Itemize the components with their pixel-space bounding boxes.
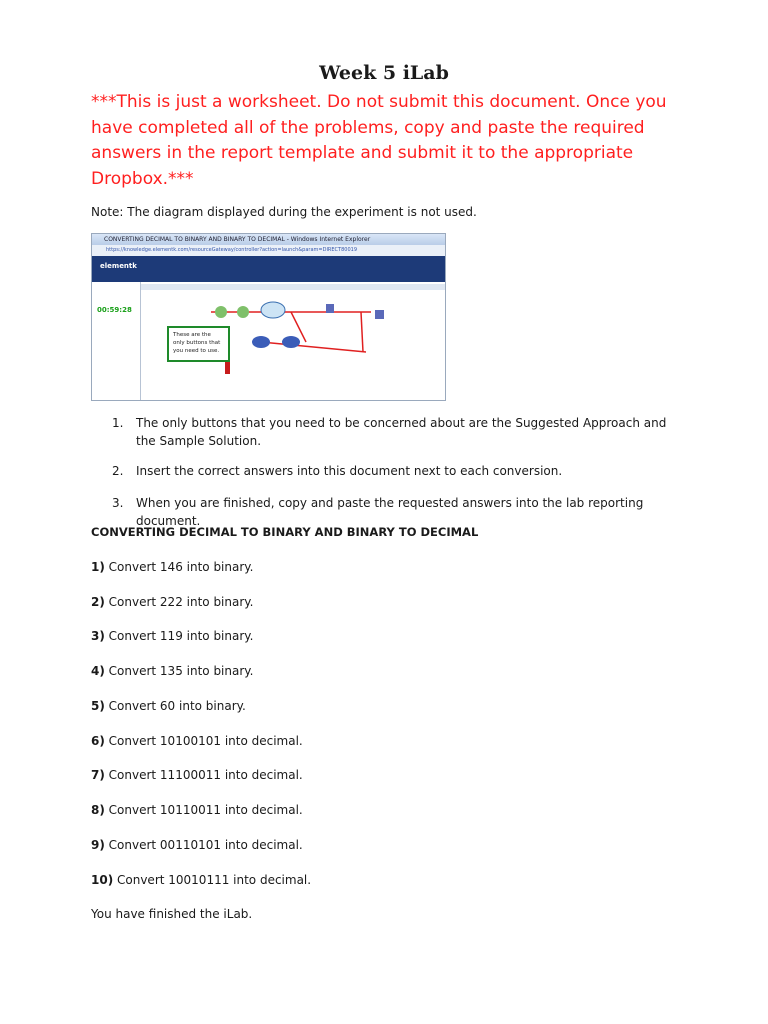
question-item xyxy=(91,873,311,887)
list-number: 3. xyxy=(112,496,124,510)
router-gateway-icon xyxy=(261,302,285,318)
list-text: Insert the correct answers into this document next to each conversion. xyxy=(136,464,563,478)
link-line xyxy=(361,312,363,352)
browser-address-bar: https://knowledge.elementk.com/resourceGateway/controller?action=launch&param=DIRECT80019 xyxy=(92,245,445,256)
diagram-note: Note: The diagram displayed during the experiment is not used. xyxy=(91,205,477,219)
link-line xyxy=(261,342,366,352)
question-text: Convert 222 into binary. xyxy=(104,595,254,609)
router-icon xyxy=(282,336,300,348)
question-number: 1) xyxy=(91,560,105,574)
question-number: 4) xyxy=(91,664,105,678)
question-number: 9) xyxy=(91,838,105,852)
server-icon xyxy=(375,310,384,319)
question-text: Convert 119 into binary. xyxy=(104,629,254,643)
browser-titlebar: CONVERTING DECIMAL TO BINARY AND BINARY TO DECIMAL - Windows Internet Explorer xyxy=(92,234,445,245)
question-item xyxy=(91,664,254,678)
question-item xyxy=(91,768,303,782)
question-text: Convert 60 into binary. xyxy=(104,699,246,713)
question-item xyxy=(91,734,303,748)
question-number: 6) xyxy=(91,734,105,748)
server-icon xyxy=(326,304,334,313)
diagram-header-bar xyxy=(141,284,446,290)
question-text: Convert 00110101 into decimal. xyxy=(104,838,303,852)
lab-screenshot xyxy=(91,233,446,401)
question-item xyxy=(91,595,254,609)
question-number: 3) xyxy=(91,629,105,643)
question-text: Convert 10010111 into decimal. xyxy=(113,873,312,887)
list-number: 1. xyxy=(112,416,124,430)
finish-text: You have finished the iLab. xyxy=(91,907,253,921)
question-item xyxy=(91,629,254,643)
question-item xyxy=(91,560,254,574)
host-icon xyxy=(237,306,249,318)
question-number: 2) xyxy=(91,595,105,609)
question-number: 7) xyxy=(91,768,105,782)
worksheet-warning: ***This is just a worksheet. Do not submit this document. Once you have completed all of the problems, copy and paste the required answers in the report template and submit it to the appropriate Dropbox.*** xyxy=(91,92,667,189)
list-number: 2. xyxy=(112,464,124,478)
question-item xyxy=(91,699,246,713)
question-number: 8) xyxy=(91,803,105,817)
question-text: Convert 10100101 into decimal. xyxy=(104,734,303,748)
question-text: Convert 146 into binary. xyxy=(104,560,254,574)
list-text: When you are finished, copy and paste the requested answers into the lab reporting document. xyxy=(136,496,644,528)
lab-sidebar xyxy=(92,282,141,400)
question-number: 10) xyxy=(91,873,114,887)
elementk-logo: elementk xyxy=(100,262,137,270)
list-text: The only buttons that you need to be concerned about are the Suggested Approach and the Sample Solution. xyxy=(136,416,667,448)
host-icon xyxy=(215,306,227,318)
time-remaining: 00:59:28 xyxy=(97,306,132,314)
callout-box: These are the only buttons that you need to use. xyxy=(167,326,230,362)
question-item xyxy=(91,838,303,852)
question-text: Convert 11100011 into decimal. xyxy=(104,768,303,782)
router-icon xyxy=(252,336,270,348)
section-heading: CONVERTING DECIMAL TO BINARY AND BINARY TO DECIMAL xyxy=(91,525,479,539)
question-number: 5) xyxy=(91,699,105,713)
question-text: Convert 10110011 into decimal. xyxy=(104,803,303,817)
question-text: Convert 135 into binary. xyxy=(104,664,254,678)
page-title: Week 5 iLab xyxy=(319,62,449,84)
question-item xyxy=(91,803,303,817)
app-header xyxy=(92,256,445,282)
